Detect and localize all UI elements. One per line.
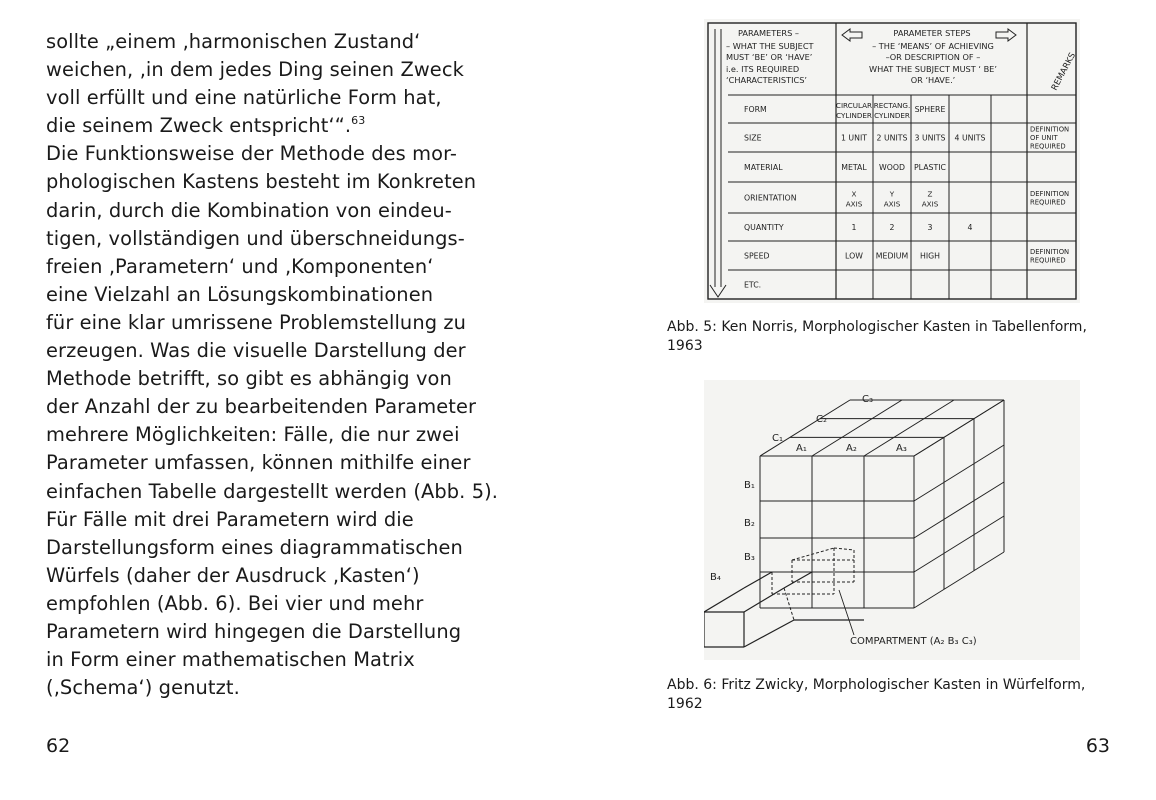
body-line: erzeugen. Was die visuelle Darstellung der (46, 339, 466, 363)
body-line: tigen, vollständigen und überschneidungs- (46, 226, 465, 250)
page-number-right: 63 (1085, 735, 1110, 757)
axis-label-a: A₁ (796, 443, 807, 454)
step-value: 3 (927, 223, 933, 232)
body-line: Für Fälle mit drei Parametern wird die (46, 507, 414, 531)
step-value: WOOD (879, 163, 905, 172)
body-line: weichen, ‚in dem jedes Ding seinen Zweck (46, 58, 464, 82)
header-steps-text: – THE ‘MEANS’ OF ACHIEVING (872, 41, 994, 51)
body-line: freien ‚Parametern‘ und ‚Komponenten‘ (46, 254, 434, 278)
step-value: PLASTIC (913, 163, 947, 172)
header-parameters-text: i.e. ITS REQUIRED (726, 64, 800, 74)
step-value: AXIS (845, 199, 863, 209)
step-value: 2 UNITS (876, 133, 908, 143)
body-line: der Anzahl der zu bearbeitenden Parameter (46, 395, 477, 419)
figure-5-caption-year: 1963 (667, 338, 703, 354)
parameter-label: FORM (744, 105, 767, 114)
body-line: Die Funktionsweise der Methode des mor- (46, 142, 458, 166)
body-line: mehrere Möglichkeiten: Fälle, die nur zwei (46, 423, 460, 447)
header-remarks-text: REMARKS (1049, 51, 1079, 93)
header-steps-text: WHAT THE SUBJECT MUST ‘ BE’ (869, 64, 997, 74)
body-line: Methode betrifft, so gibt es abhängig von (46, 367, 452, 391)
remark-text: DEFINITION (1030, 248, 1070, 256)
remark-text: REQUIRED (1030, 142, 1066, 151)
step-value: SPHERE (914, 105, 946, 114)
step-value: 1 UNIT (840, 133, 868, 143)
parameter-label: SIZE (744, 133, 762, 143)
body-line: Würfels (daher der Ausdruck ‚Kasten‘) (46, 563, 420, 587)
compartment-label: COMPARTMENT (A₂ B₃ C₃) (850, 636, 977, 647)
step-value: 2 (889, 223, 895, 232)
body-line: eine Vielzahl an Lösungskombinationen (46, 282, 434, 306)
step-value: Y (889, 189, 895, 199)
remark-text: DEFINITION (1030, 190, 1070, 198)
step-value: 3 UNITS (914, 133, 946, 143)
step-value: HIGH (919, 251, 941, 261)
remark-text: REQUIRED (1030, 256, 1066, 265)
step-value: MEDIUM (875, 251, 909, 261)
body-line: phologischen Kastens besteht im Konkreten (46, 170, 477, 194)
axis-label-b: B₄ (710, 572, 721, 583)
morphological-table-drawing (704, 19, 1080, 303)
body-line: Parameter umfassen, können mithilfe einer (46, 451, 471, 475)
header-steps-text: –OR DESCRIPTION OF – (885, 52, 981, 62)
parameter-label: QUANTITY (744, 223, 784, 232)
body-line: einfachen Tabelle dargestellt werden (Abb. 5). (46, 479, 499, 503)
right-page (578, 0, 1156, 800)
step-value: AXIS (921, 199, 939, 209)
body-text (46, 28, 516, 702)
parameter-label: ORIENTATION (744, 193, 797, 203)
header-steps-text: PARAMETER STEPS (893, 28, 971, 38)
body-line: in Form einer mathematischen Matrix (46, 648, 415, 672)
step-value: Z (927, 189, 933, 199)
figure-5-caption-line1: Abb. 5: Ken Norris, Morphologischer Kasten in Tabellenform, (667, 319, 1087, 335)
body-line: sollte „einem ‚harmonischen Zustand‘ (46, 30, 421, 53)
step-value: RECTANG. (873, 101, 911, 110)
axis-label-b: B₂ (744, 518, 755, 529)
body-line: darin, durch die Kombination von eindeu- (46, 198, 452, 222)
step-value: LOW (845, 251, 863, 261)
parameter-label: SPEED (744, 251, 770, 261)
body-line: für eine klar umrissene Problemstellung zu (46, 310, 467, 334)
parameter-label: MATERIAL (744, 163, 783, 172)
remark-text: OF UNIT (1030, 134, 1058, 142)
figure-morphological-box (704, 380, 1080, 660)
step-value: 4 (967, 223, 973, 232)
page-number-left: 62 (46, 735, 71, 757)
body-line: (‚Schema‘) genutzt. (46, 676, 240, 700)
morphological-box-drawing (704, 380, 1080, 660)
header-parameters-text: MUST ‘BE’ OR ‘HAVE’ (726, 52, 813, 62)
axis-label-c: C₂ (816, 414, 827, 425)
remark-text: REQUIRED (1030, 198, 1066, 207)
axis-label-b: B₃ (744, 552, 755, 563)
step-value: METAL (841, 163, 867, 172)
header-parameters-text: – WHAT THE SUBJECT (726, 41, 814, 51)
body-line: Darstellungsform eines diagrammatischen (46, 535, 463, 559)
figure-6-caption (667, 676, 1127, 714)
figure-5-caption (667, 318, 1127, 356)
header-parameters-text: PARAMETERS – (738, 28, 799, 38)
axis-label-c: C₃ (862, 394, 873, 405)
header-steps-text: OR ‘HAVE.’ (910, 75, 956, 85)
axis-label-c: C₁ (772, 433, 783, 444)
step-value: CIRCULAR (835, 101, 873, 110)
step-value: 1 (851, 223, 857, 232)
step-value: X (851, 189, 857, 199)
step-value: CYLINDER (874, 111, 910, 120)
body-line: empfohlen (Abb. 6). Bei vier und mehr (46, 591, 424, 615)
header-parameters-text: ‘CHARACTERISTICS’ (726, 75, 808, 85)
footnote-reference: 63 (351, 114, 366, 128)
parameter-label: ETC. (744, 280, 762, 290)
body-line: die seinem Zweck entspricht‘“.$^{63}$ (46, 114, 366, 138)
remark-text: DEFINITION (1030, 125, 1070, 134)
axis-label-a: A₃ (896, 443, 907, 454)
step-value: 4 UNITS (954, 133, 986, 143)
figure-6-caption-year: 1962 (667, 696, 703, 712)
body-line: voll erfüllt und eine natürliche Form hat, (46, 86, 442, 110)
figure-morphological-table (704, 19, 1080, 303)
step-value: CYLINDER (836, 111, 872, 120)
body-line: Parametern wird hingegen die Darstellung (46, 619, 462, 643)
step-value: AXIS (883, 199, 901, 209)
axis-label-b: B₁ (744, 480, 755, 491)
figure-6-caption-line1: Abb. 6: Fritz Zwicky, Morphologischer Kasten in Würfelform, (667, 677, 1086, 693)
axis-label-a: A₂ (846, 443, 857, 454)
